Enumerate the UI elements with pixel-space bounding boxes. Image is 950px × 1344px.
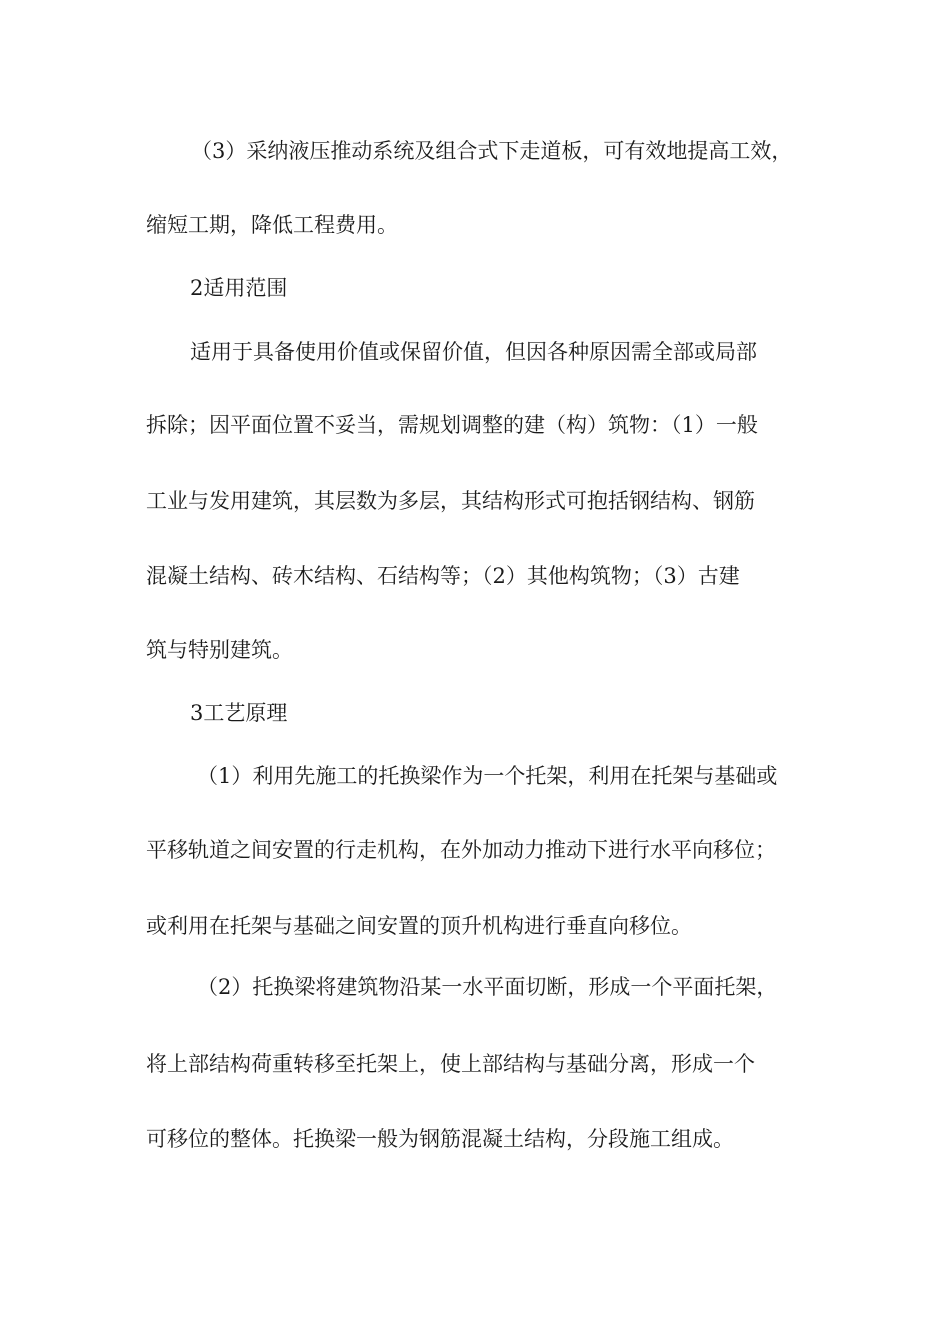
paragraph-line: 平移轨道之间安置的行走机构，在外加动力推动下进行水平向移位； — [146, 838, 776, 862]
paragraph-line: 混凝土结构、砖木结构、石结构等；（2）其他构筑物；（3）古建 — [146, 564, 740, 588]
paragraph-line: （2）托换梁将建筑物沿某一水平面切断，形成一个平面托架， — [197, 975, 778, 999]
paragraph-line: 缩短工期，降低工程费用。 — [146, 213, 398, 237]
paragraph-line: 可移位的整体。托换梁一般为钢筋混凝土结构，分段施工组成。 — [146, 1127, 734, 1151]
paragraph-line: 拆除；因平面位置不妥当，需规划调整的建（构）筑物：（1）一般 — [146, 413, 758, 437]
section-heading: 2适用范围 — [190, 276, 288, 300]
paragraph-line: 筑与特别建筑。 — [146, 638, 293, 662]
section-heading: 3工艺原理 — [190, 701, 288, 725]
paragraph-line: （3）采纳液压推动系统及组合式下走道板，可有效地提高工效， — [191, 139, 793, 163]
paragraph-line: 将上部结构荷重转移至托架上，使上部结构与基础分离，形成一个 — [146, 1052, 755, 1076]
paragraph-line: 或利用在托架与基础之间安置的顶升机构进行垂直向移位。 — [146, 914, 692, 938]
paragraph-line: 适用于具备使用价值或保留价值，但因各种原因需全部或局部 — [190, 340, 757, 364]
paragraph-line: 工业与发用建筑，其层数为多层，其结构形式可抱括钢结构、钢筋 — [146, 489, 755, 513]
paragraph-line: （1）利用先施工的托换梁作为一个托架，利用在托架与基础或 — [197, 764, 778, 788]
